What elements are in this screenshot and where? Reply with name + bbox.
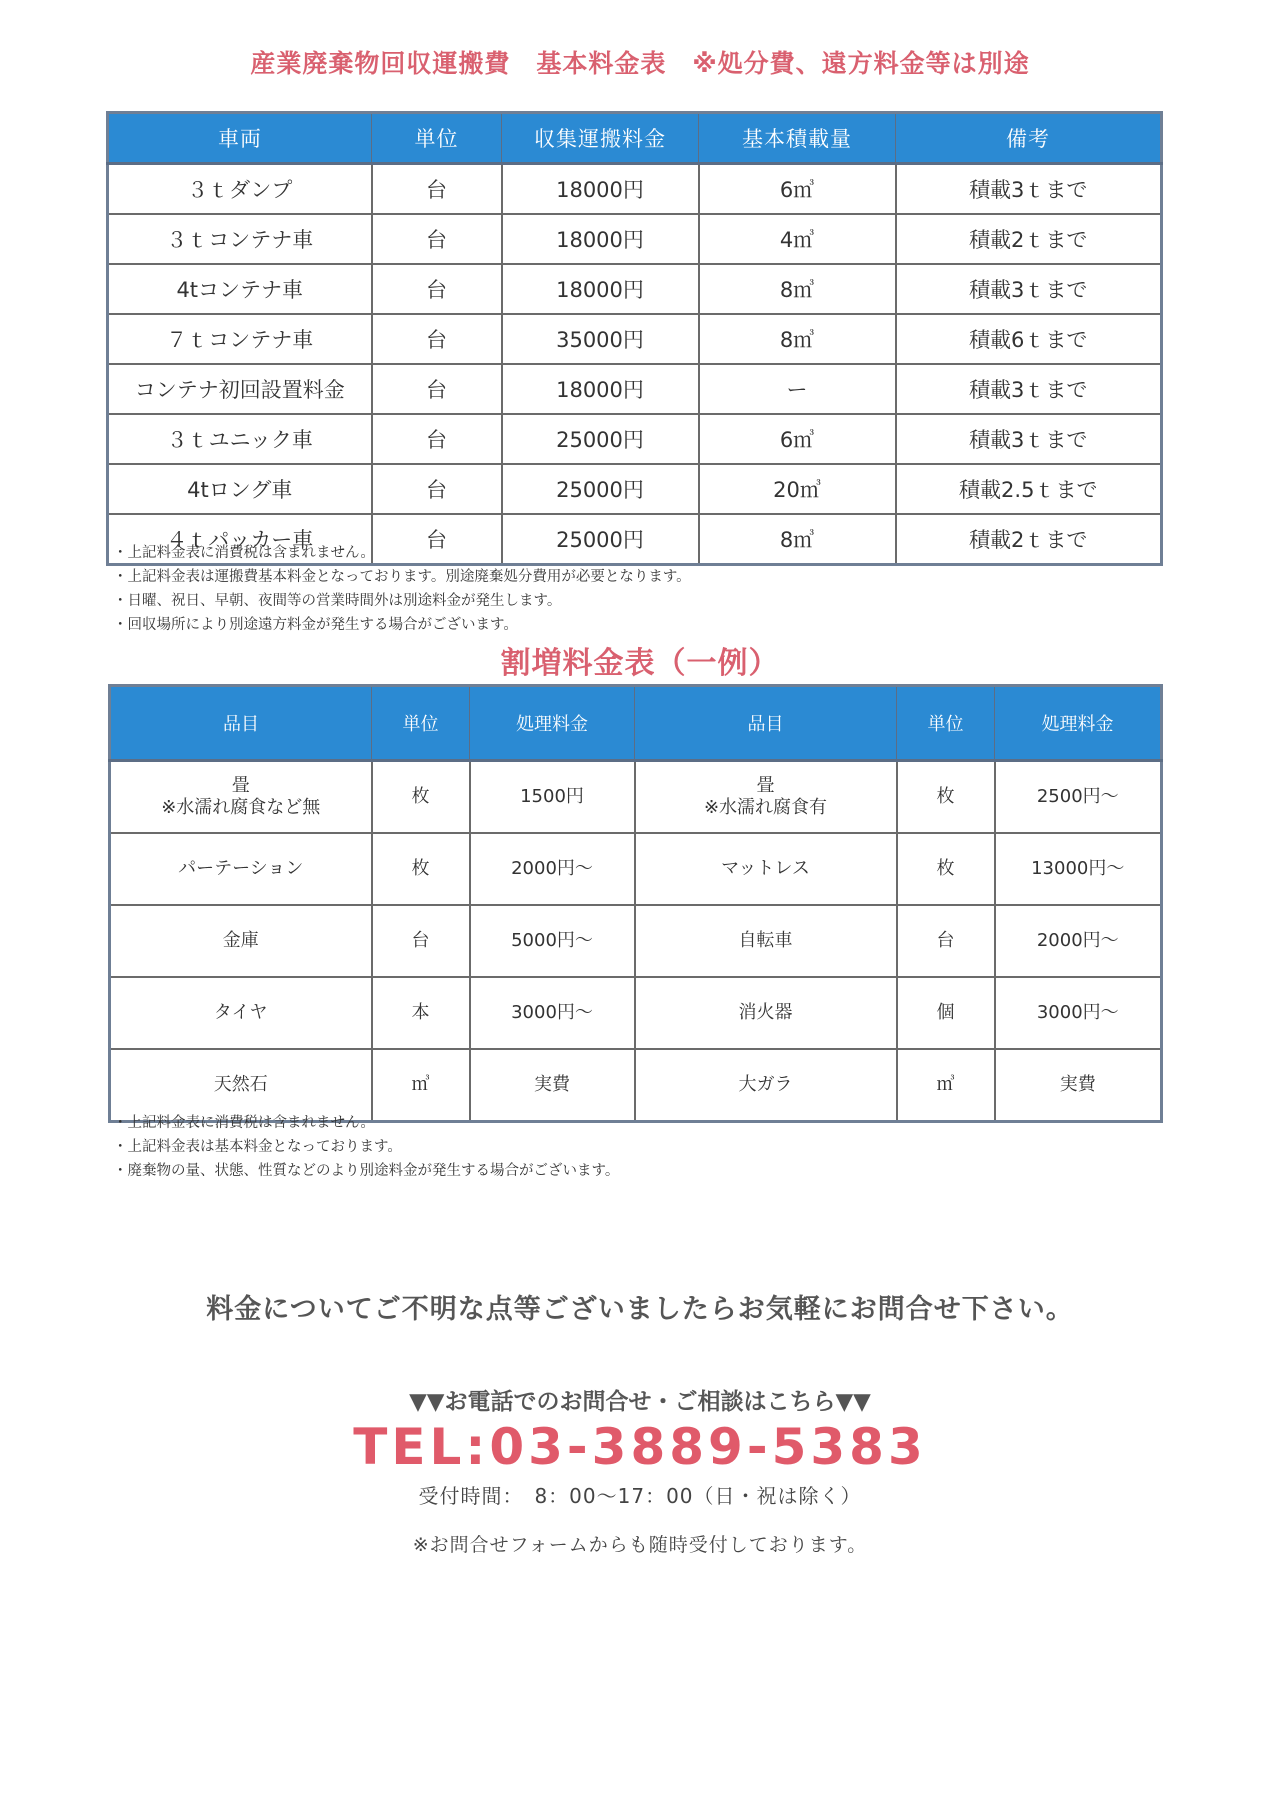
unit-cell: 台 [372,214,502,264]
note-line: ・日曜、祝日、早朝、夜間等の営業時間外は別途料金が発生します。 [113,593,562,609]
unit-cell: 個 [897,977,995,1049]
item-cell: 大ガラ [635,1049,897,1122]
fee-cell: 2000円～ [995,905,1162,977]
table-row [108,414,1162,464]
fee-cell: 18000円 [502,364,699,414]
item-cell: パーテーション [110,833,372,905]
unit-cell: 台 [372,364,502,414]
unit-cell: 台 [372,264,502,314]
capacity-cell: 20㎥ [699,464,896,514]
table-row [108,464,1162,514]
unit-cell: ㎥ [897,1049,995,1122]
vehicle-cell: ３ｔコンテナ車 [108,214,372,264]
note-line: ・上記料金表は運搬費基本料金となっております。別途廃棄処分費用が必要となります。 [113,569,691,585]
note-line: ・上記料金表に消費税は含まれません。 [113,1115,375,1131]
fee-cell: 実費 [995,1049,1162,1122]
remarks-cell: 積載3ｔまで [896,164,1162,215]
unit-cell: 枚 [897,761,995,834]
item-note: ※水濡れ腐食など無 [161,797,321,818]
page-title: 産業廃棄物回収運搬費 基本料金表 ※処分費、遠方料金等は別途 [250,49,1030,78]
header-unit: 単位 [372,113,502,164]
vehicle-cell: 4tロング車 [108,464,372,514]
phone-heading: ▼▼お電話でのお問合せ・ご相談はこちら▼▼ [409,1389,871,1415]
fee-cell: 13000円～ [995,833,1162,905]
item-cell [110,761,372,834]
unit-cell: 枚 [372,833,470,905]
business-hours: 受付時間： 8：00～17：00（日・祝は除く） [418,1484,862,1508]
capacity-cell: 8㎥ [699,264,896,314]
capacity-cell: 8㎥ [699,514,896,565]
basic-fee-table [106,111,1163,566]
table-row [110,833,1162,905]
fee-cell: 25000円 [502,514,699,565]
fee-cell: 18000円 [502,264,699,314]
remarks-cell: 積載3ｔまで [896,364,1162,414]
header-processing-fee: 処理料金 [995,686,1162,761]
table-row [110,761,1162,834]
basic-fee-header-row [108,113,1162,164]
remarks-cell: 積載2ｔまで [896,514,1162,565]
table-row [108,164,1162,215]
remarks-cell: 積載3ｔまで [896,414,1162,464]
fee-cell: 3000円～ [995,977,1162,1049]
vehicle-cell: コンテナ初回設置料金 [108,364,372,414]
header-unit: 単位 [372,686,470,761]
header-capacity: 基本積載量 [699,113,896,164]
item-cell: 消火器 [635,977,897,1049]
unit-cell: 台 [372,905,470,977]
unit-cell: 台 [372,164,502,215]
item-name: 畳 [756,775,775,796]
note-line: ・上記料金表に消費税は含まれません。 [113,545,375,561]
basic-fee-notes [113,541,691,637]
header-item: 品目 [110,686,372,761]
item-cell: タイヤ [110,977,372,1049]
note-line: ・回収場所により別途遠方料金が発生する場合がございます。 [113,617,518,633]
header-processing-fee: 処理料金 [470,686,635,761]
table-row [110,905,1162,977]
remarks-cell: 積載6ｔまで [896,314,1162,364]
capacity-cell: 6㎥ [699,164,896,215]
vehicle-cell: ７ｔコンテナ車 [108,314,372,364]
inquiry-message: 料金についてご不明な点等ございましたらお気軽にお問合せ下さい。 [206,1294,1074,1325]
vehicle-cell: 4tコンテナ車 [108,264,372,314]
unit-cell: ㎥ [372,1049,470,1122]
header-remarks: 備考 [896,113,1162,164]
fee-cell: 2000円～ [470,833,635,905]
contact-form-note: ※お問合せフォームからも随時受付しております。 [412,1534,868,1556]
capacity-cell: 6㎥ [699,414,896,464]
fee-cell: 18000円 [502,164,699,215]
unit-cell: 台 [372,464,502,514]
fee-cell: 2500円～ [995,761,1162,834]
fee-cell: 3000円～ [470,977,635,1049]
unit-cell: 枚 [897,833,995,905]
surcharge-header-row [110,686,1162,761]
item-cell: 天然石 [110,1049,372,1122]
unit-cell: 枚 [372,761,470,834]
capacity-cell: 8㎥ [699,314,896,364]
fee-cell: 25000円 [502,414,699,464]
capacity-cell: ー [699,364,896,414]
remarks-cell: 積載2ｔまで [896,214,1162,264]
table-row [108,314,1162,364]
remarks-cell: 積載3ｔまで [896,264,1162,314]
header-item: 品目 [635,686,897,761]
surcharge-table [108,684,1163,1123]
item-note: ※水濡れ腐食有 [703,797,828,818]
remarks-cell: 積載2.5ｔまで [896,464,1162,514]
table-row [108,364,1162,414]
surcharge-notes [113,1111,619,1183]
header-unit: 単位 [897,686,995,761]
vehicle-cell: ４ｔパッカー車 [108,514,372,565]
unit-cell: 台 [372,314,502,364]
item-cell: マットレス [635,833,897,905]
note-line: ・上記料金表は基本料金となっております。 [113,1139,402,1155]
table-row [108,264,1162,314]
unit-cell: 台 [897,905,995,977]
item-cell: 金庫 [110,905,372,977]
item-name: 畳 [231,775,250,796]
fee-cell: 18000円 [502,214,699,264]
header-transport-fee: 収集運搬料金 [502,113,699,164]
fee-cell: 25000円 [502,464,699,514]
fee-cell: 35000円 [502,314,699,364]
note-line: ・廃棄物の量、状態、性質などのより別途料金が発生する場合がございます。 [113,1163,620,1179]
table-row [110,977,1162,1049]
item-cell: 自転車 [635,905,897,977]
table-row [108,214,1162,264]
item-cell [635,761,897,834]
fee-cell: 1500円 [470,761,635,834]
vehicle-cell: ３ｔユニック車 [108,414,372,464]
fee-cell: 実費 [470,1049,635,1122]
unit-cell: 本 [372,977,470,1049]
phone-number[interactable]: TEL:03-3889-5383 [353,1418,927,1476]
unit-cell: 台 [372,514,502,565]
header-vehicle: 車両 [108,113,372,164]
vehicle-cell: ３ｔダンプ [108,164,372,215]
surcharge-title: 割増料金表（一例） [500,646,780,681]
fee-cell: 5000円～ [470,905,635,977]
capacity-cell: 4㎥ [699,214,896,264]
unit-cell: 台 [372,414,502,464]
